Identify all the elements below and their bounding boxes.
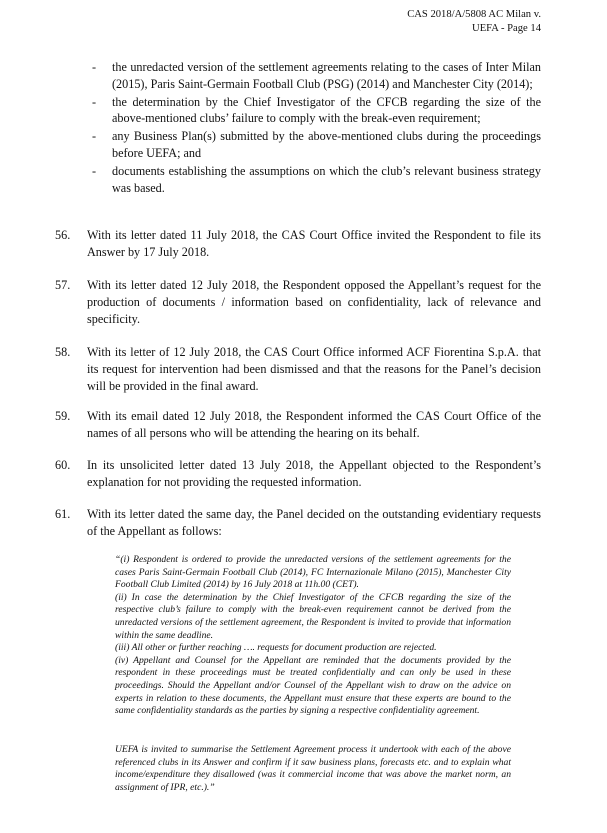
bullet-list [92, 59, 541, 197]
bullet-text: the determination by the Chief Investigator of the CFCB regarding the size of the above-mentioned clubs’ failure to comply with the break-even requirement; [112, 94, 541, 126]
bullet-dash: - [92, 163, 97, 178]
quote-item-iv: (iv) Appellant and Counsel for the Appellant are reminded that the documents provided by the respondent in these proceedings must be treated confidentially and can only be used in these proceedings. Should the Appellant and/or Counsel of the Appellant wish to draw on the advice on experts in relation to these documents, the Appellant must ensure that these experts are bound to the same confidentiality standards as the parties by signing a respective confidentiality agreement. [115, 654, 511, 717]
bullet-dash: - [92, 94, 97, 109]
bullet-dash: - [92, 60, 97, 74]
paragraph-59 [55, 408, 541, 442]
bullet-text: documents establishing the assumptions on which the club’s relevant business strategy was based. [112, 163, 541, 195]
paragraph-61 [55, 506, 541, 540]
paragraph-57 [55, 277, 541, 327]
paragraph-number: 59. [55, 409, 71, 423]
paragraph-58 [55, 344, 541, 394]
quote-item-iii: (iii) All other or further reaching …. requests for document production are rejected. [115, 642, 437, 654]
paragraph-number: 60. [55, 458, 71, 472]
bullet-text: any Business Plan(s) submitted by the above-mentioned clubs during the proceedings before UEFA; and [112, 129, 541, 160]
paragraph-number: 61. [55, 507, 71, 521]
quote-closing-paragraph [115, 744, 511, 794]
paragraph-text: In its unsolicited letter dated 13 July 2018, the Appellant objected to the Respondent’s explanation for not providing the requested information. [87, 458, 541, 489]
panel-decision-quote [115, 554, 511, 718]
paragraph-56 [55, 227, 541, 261]
list-item [92, 128, 541, 162]
quote-closing-text: UEFA is invited to summarise the Settlement Agreement process it undertook with each of the above referenced clubs in its Answer and confirm if it saw business plans, forecasts etc. and to explain what income/expenditure they disallowed (was it commercial income that was above the market norm, an assignment of IPR, etc.).” [115, 744, 511, 793]
header-case-number: CAS 2018/A/5808 AC Milan v. [407, 9, 541, 20]
quote-item-ii: (ii) In case the determination by the Chief Investigator of the CFCB regarding the size of the respective club’s failure to comply with the break-even requirement cannot be derived from the unredacted versions of the settlement agreement, the Respondent is invited to provide that information within the same deadline. [115, 591, 511, 641]
paragraph-number: 56. [55, 228, 71, 242]
quote-item-i: “(i) Respondent is ordered to provide the unredacted versions of the settlement agreements for the cases Paris Saint-Germain Football Club (2014), FC Internazionale Milano (2015), Manchester City Football Club Limited (2014) by 16 July 2018 at 11h.00 (CET). [115, 554, 511, 591]
paragraph-number: 57. [55, 278, 71, 292]
page-header [407, 8, 541, 36]
paragraph-text: With its letter dated 12 July 2018, the Respondent opposed the Appellant’s request for the production of documents / information based on confidentiality, lack of relevance and specificity. [87, 278, 541, 326]
header-page-number: UEFA - Page 14 [472, 23, 541, 34]
list-item [92, 94, 541, 128]
paragraph-text: With its letter of 12 July 2018, the CAS Court Office informed ACF Fiorentina S.p.A. that its request for intervention had been dismissed and that the reasons for the Panel’s decision will be provided in the final award. [87, 345, 541, 393]
paragraph-text: With its email dated 12 July 2018, the Respondent informed the CAS Court Office of the names of all persons who will be attending the hearing on its behalf. [87, 409, 541, 440]
list-item [92, 163, 541, 197]
paragraph-60 [55, 457, 541, 491]
list-item [92, 59, 541, 93]
paragraph-text: With its letter dated the same day, the Panel decided on the outstanding evidentiary requests of the Appellant as follows: [87, 507, 541, 538]
paragraph-number: 58. [55, 345, 71, 359]
bullet-dash: - [92, 129, 97, 144]
paragraph-text: With its letter dated 11 July 2018, the CAS Court Office invited the Respondent to file its Answer by 17 July 2018. [87, 228, 541, 259]
bullet-text: the unredacted version of the settlement agreements relating to the cases of Inter Milan (2015), Paris Saint-Germain Football Club (PSG) (2014) and Manchester City (2014); [112, 60, 541, 91]
